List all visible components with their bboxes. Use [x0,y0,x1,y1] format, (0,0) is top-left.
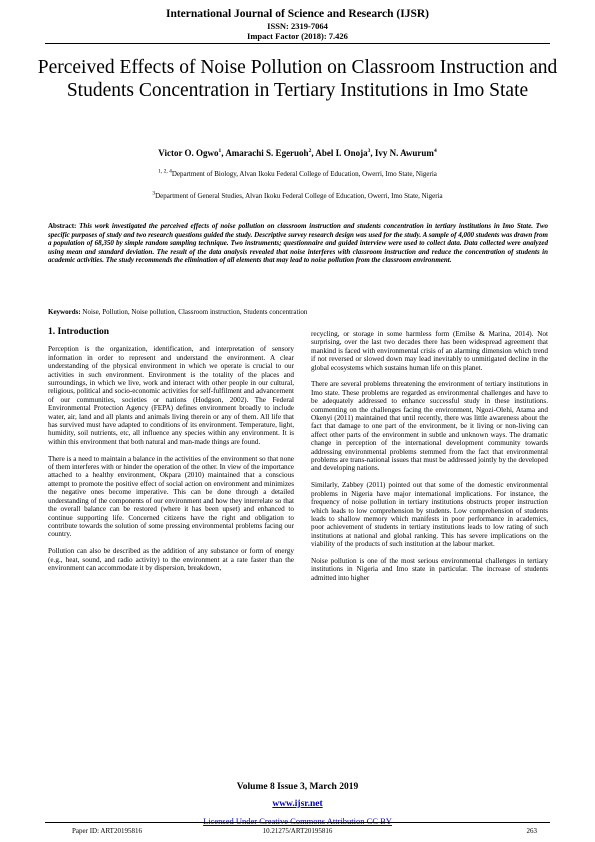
abstract [48,222,548,265]
journal-header [0,8,595,41]
abstract-text: This work investigated the perceived effects of noise pollution on classroom instruction and students concentration in tertiary institutions in Imo State. Two specific purposes of study and two research questions guided the study. Descriptive survey research design was used for the study. A sample of 4,000 students was drawn from a population of 68,350 by simple random sampling technique. Two instruments; questionnaire and guided interview were used to collect data. Data collected were analyzed using mean and standard deviation. The result of the data analysis revealed that noise interferes with classroom instruction and reduce the concentration of students in academic activities. The study recommends the elimination of all elements that may lead to noise pollution from the classroom environment. [48,222,548,265]
section-heading: 1. Introduction [48,327,110,337]
author-name: Victor O. Ogwo [158,148,219,158]
paragraph: There is a need to maintain a balance in the activities of the environment so that none of them interferes with or hinder the operation of the other. In view of the importance attached to a healthy environment, Okpara (2010) maintained that a conscious attempt to promote the positive effect of social action on environment and minimizes the negative ones become imperative. This can be done through a detailed understanding of the components of our environment and how they interrelate so that the overall balance can be restored (where it has been upset) and enhanced to continue supporting life. Concerned citizens have the right and obligation to contribute towards the solution of some pressing environmental problems facing our country. [48,454,294,539]
affiliation-text: Department of Biology, Alvan Ikoku Federal College of Education, Owerri, Imo State, Nigeria [171,170,437,178]
affiliation-sup: 3 [152,190,156,197]
footer-rule [45,822,550,823]
abstract-label: Abstract: [48,222,77,230]
affiliation [0,170,595,178]
author-separator: , [370,148,375,158]
paragraph: Noise pollution is one of the most serious environmental challenges in tertiary institutions in Nigeria and Imo state in particular. The increase of students admitted into higher [311,556,548,582]
keywords-text: Noise, Pollution, Noise pollution, Classroom instruction, Students concentration [82,308,308,316]
author-separator: , [311,148,316,158]
paper-id: Paper ID: ART20195816 [72,827,142,835]
journal-issn: ISSN: 2319-7064 [267,21,328,31]
affiliation-text: Department of General Studies, Alvan Ikoku Federal College of Education, Owerri, Imo State, Nigeria [155,192,443,200]
paragraph: Pollution can also be described as the addition of any substance or form of energy (e.g., heat, sound, and radio activity) to the environment at a rate faster than the environment can accommodate it by dispersion, breakdown, [48,547,294,572]
journal-name: International Journal of Science and Research (IJSR) [165,8,429,20]
author-name: Ivy N. Awurum [374,148,434,158]
license-link[interactable]: Licensed Under Creative Commons Attribution CC BY [203,816,392,826]
paper-title: Perceived Effects of Noise Pollution on Classroom Instruction and Students Concentration in Tertiary Institutions in Imo State [37,57,558,101]
doi: 10.21275/ART20195816 [262,827,333,835]
journal-impact-factor: Impact Factor (2018): 7.426 [247,31,348,41]
author-name: Amarachi S. Egeruoh [225,148,309,158]
author-sup: 3 [367,148,371,154]
author-sup: 1 [218,148,222,154]
page-number: 263 [526,827,537,835]
volume-info: Volume 8 Issue 3, March 2019 [236,782,359,792]
author-list [0,148,595,158]
author-sup: 4 [433,148,437,154]
paragraph: Perception is the organization, identification, and interpretation of sensory information in order to represent and understand the environment. A clear understanding of the physical environment in which we operate is crucial to our activities in such environment. Environment is the totality of the places and surroundings, in which we live, work and interact with other people in our cultural, religious, political and socio-economic activities for self-fulfilment and advancement of our communities, societies or nations (Hodgson, 2002). The Federal Environmental Protection Agency (FEPA) defines environment broadly to include water, air, land and all plants and animals living therein or any of them. All life that has survived must have adapted to conditions of its environment. Temperature, light, humidity, soil nutrients, etc, all influence any species within any environment. It is within this environment that both natural and man-made things are found. [48,345,294,446]
paragraph: There are several problems threatening the environment of tertiary institutions in Imo state. These problems are regarded as environmental challenges and have to be adequately addressed to enhance successful study in these institutions. commenting on the challenges facing the environment, Ngozi-Olehi, Atama and Okenyi (2011) maintained that until recently, there was little awareness about the fact that damage to one part of the environment, be it living or non-living can affect other parts of the environment in subtle and unknown ways. The dramatic change in perception of the international development community towards addressing environmental problems stemmed from the fact that environmental problems are trans-national issues that must be addressed jointly by the developed and developing nations. [311,380,548,473]
journal-url-link[interactable]: www.ijsr.net [272,799,323,809]
paragraph: Similarly, Zabbey (2011) pointed out that some of the domestic environmental problems in Nigeria have major international implications. For instance, the frequency of noise pollution in tertiary institutions obstructs proper instruction which leads to low comprehension by students. Low comprehension of students leads to shallow memory which manifests in poor performance in academics, poor achievement of students in tertiary institutions leads to low rating of such institutions at national and global ranking. This has severe implications on the viability of the products of such institution at the labour market. [311,481,548,549]
left-column [48,328,294,581]
paragraph: recycling, or storage in some harmless form (Emilse & Marina, 2014). Not surprising, over the last two decades there has been widespread agreement that mankind is faced with environmental crisis of an alarming dimension which trend if not reversed or slowed down may lead inevitably to unmitigated decline in the global ecosystems which sustains human life on this planet. [311,330,548,372]
affiliation [0,192,595,200]
keywords [48,308,548,316]
author-separator: , [221,148,226,158]
author-sup: 2 [308,148,312,154]
keywords-label: Keywords: [48,308,81,316]
author-name: Abel I. Onoja [315,148,368,158]
header-rule [45,43,550,44]
right-column [311,330,548,591]
affiliation-sup: 1, 2, 4 [158,168,172,175]
